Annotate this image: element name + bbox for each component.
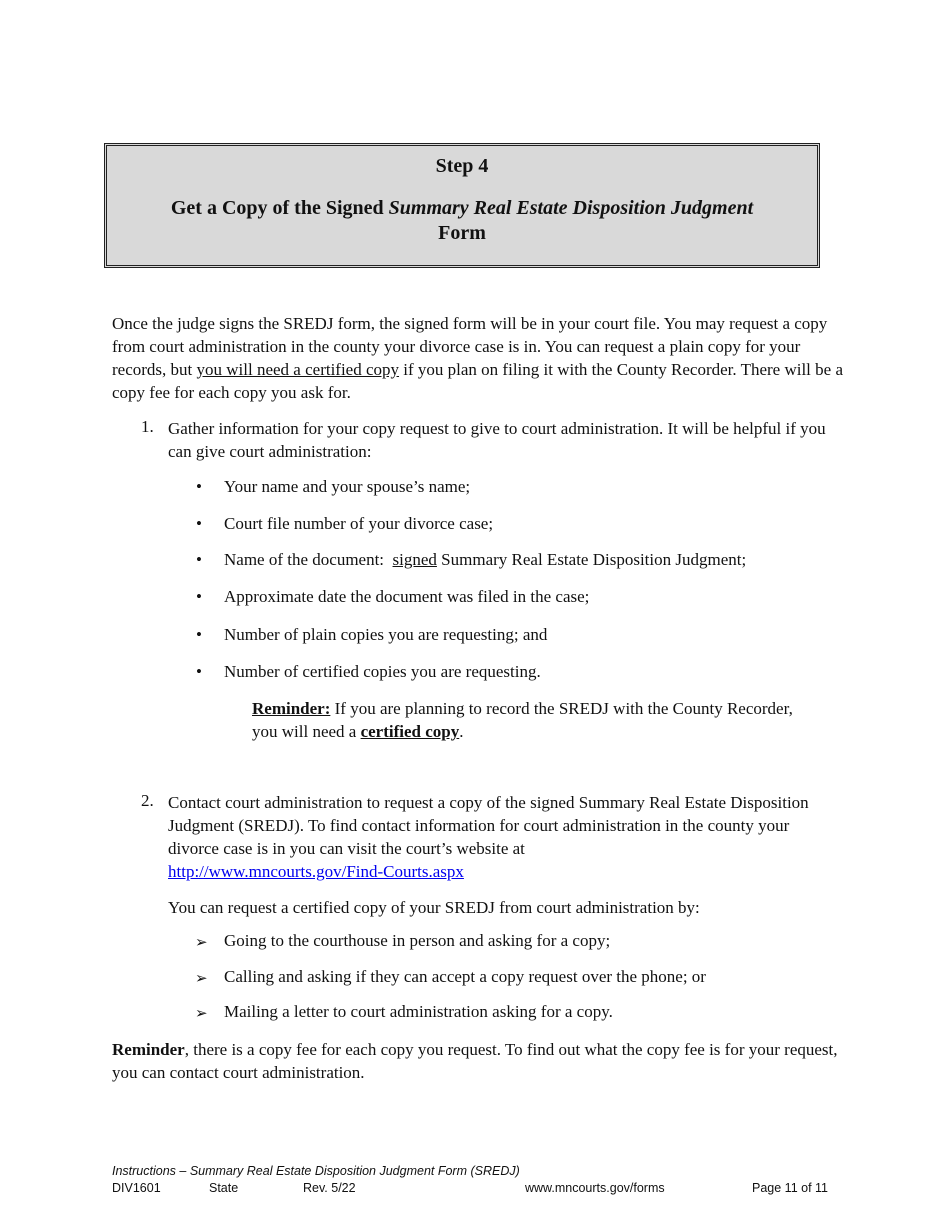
bullet-item: Approximate date the document was filed in the case;: [224, 587, 590, 606]
bullet-dot: •: [196, 477, 202, 496]
bullet-dot: •: [196, 625, 202, 644]
reminder-label: Reminder:: [252, 699, 331, 718]
doc-bullet-suffix: Summary Real Estate Disposition Judgment;: [436, 550, 747, 569]
footer-website: www.mncourts.gov/forms: [525, 1181, 665, 1195]
bullet-item: Number of plain copies you are requesting; and: [224, 625, 548, 644]
bullet-item: Your name and your spouse’s name;: [224, 477, 471, 496]
step-heading-prefix: Get a Copy of the Signed: [170, 197, 384, 219]
bullet-dot: •: [196, 550, 202, 569]
reminder-end: .: [459, 722, 464, 741]
method-item: Mailing a letter to court administration asking for a copy.: [224, 1002, 613, 1021]
item-1-text: Gather information for your copy request to give to court administration. It will be helpful if you can give court administration:: [168, 419, 826, 461]
step-heading-form-name: Summary Real Estate Disposition Judgment: [388, 197, 754, 219]
bullet-item: Court file number of your divorce case;: [224, 514, 494, 533]
reminder-text: If you are planning to record the SREDJ with the County Recorder, you will need a: [252, 699, 793, 741]
bullet-item-document-name: [224, 550, 746, 570]
intro-underlined: you will need a certified copy: [196, 360, 400, 379]
method-item: Going to the courthouse in person and asking for a copy;: [224, 931, 611, 950]
item-2-description: Contact court administration to request a copy of the signed Summary Real Estate Disposition Judgment (SREDJ). To find contact information for court administration in the county your divorce case is in you can visit the court’s website at: [168, 793, 809, 858]
doc-bullet-prefix: Name of the document:: [224, 550, 393, 569]
arrow-bullet-icon: ➢: [195, 933, 208, 951]
step-title: Step 4: [435, 155, 489, 177]
bullet-dot: •: [196, 662, 202, 681]
arrow-bullet-icon: ➢: [195, 969, 208, 987]
method-item: Calling and asking if they can accept a copy request over the phone; or: [224, 967, 706, 986]
bullet-item: Number of certified copies you are requesting.: [224, 662, 541, 681]
bullet-dot: •: [196, 587, 202, 606]
intro-part2: if you plan on filing it with the County Recorder. There will be a copy fee for each copy you ask for.: [112, 360, 843, 402]
intro-paragraph: [112, 312, 847, 404]
doc-bullet-signed: signed: [392, 550, 437, 569]
footer-revision: Rev. 5/22: [303, 1181, 356, 1195]
arrow-bullet-icon: ➢: [195, 1004, 208, 1022]
step-heading-suffix: Form: [438, 222, 486, 244]
final-reminder-label: Reminder: [112, 1040, 185, 1059]
item-1-reminder: [252, 697, 812, 743]
final-reminder-text: , there is a copy fee for each copy you request. To find out what the copy fee is for your request, you can contact court administration.: [112, 1040, 838, 1082]
footer-page-number: Page 11 of 11: [752, 1181, 828, 1195]
item-2-text: [168, 791, 828, 883]
item-2-number: 2.: [141, 791, 154, 810]
footer-jurisdiction: State: [209, 1181, 239, 1195]
footer-title: Instructions – Summary Real Estate Disposition Judgment Form (SREDJ): [112, 1164, 520, 1178]
footer-form-id: DIV1601: [112, 1181, 161, 1195]
step-header-box: [104, 143, 820, 268]
methods-intro: You can request a certified copy of your SREDJ from court administration by:: [168, 898, 700, 917]
step-heading: [127, 196, 797, 246]
final-reminder: [112, 1038, 847, 1084]
bullet-dot: •: [196, 514, 202, 533]
find-courts-link[interactable]: http://www.mncourts.gov/Find-Courts.aspx: [168, 862, 464, 881]
reminder-certified-copy: certified copy: [360, 722, 460, 741]
intro-part1: Once the judge signs the SREDJ form, the signed form will be in your court file. You may request a copy from court administration in the county your divorce case is in. You can request a plain copy for your records, but: [112, 314, 828, 379]
item-1-number: 1.: [141, 417, 154, 436]
